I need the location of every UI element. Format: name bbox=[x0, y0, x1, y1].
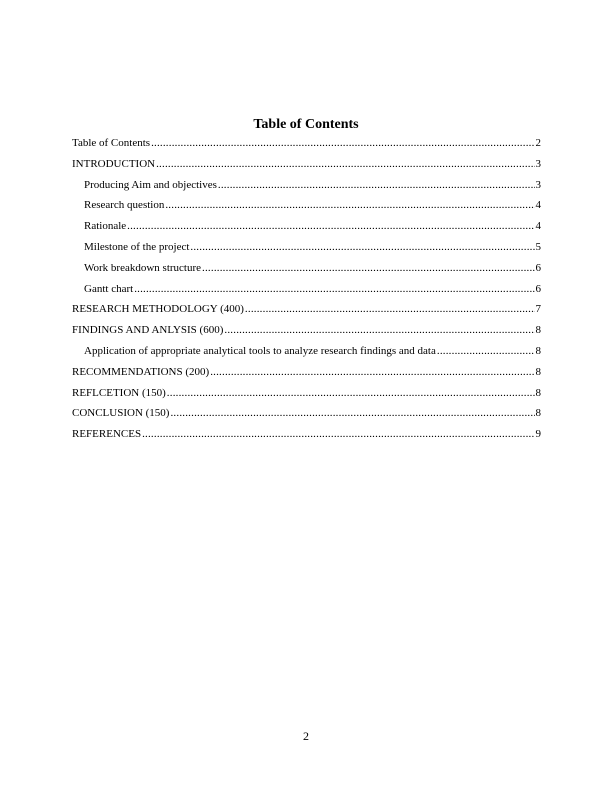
toc-entry-label: Application of appropriate analytical tools to analyze research findings and data bbox=[84, 344, 436, 357]
toc-entry[interactable] bbox=[72, 219, 541, 240]
toc-dot-leader bbox=[167, 386, 535, 400]
toc-entry-label: FINDINGS AND ANLYSIS (600) bbox=[72, 324, 224, 337]
toc-entry-label: Research question bbox=[84, 199, 165, 212]
toc-entry-label: Work breakdown structure bbox=[84, 261, 202, 274]
toc-dot-leader bbox=[437, 344, 535, 358]
toc-entry[interactable] bbox=[72, 198, 541, 219]
toc-dot-leader bbox=[127, 219, 534, 233]
toc-dot-leader bbox=[224, 323, 534, 337]
toc-entry-label: Table of Contents bbox=[72, 137, 151, 149]
toc-entry[interactable] bbox=[72, 178, 541, 199]
toc-entry-label: Milestone of the project bbox=[84, 240, 190, 253]
toc-dot-leader bbox=[210, 365, 534, 379]
toc-title: Table of Contents bbox=[253, 117, 359, 132]
toc-dot-leader bbox=[245, 302, 535, 316]
toc-entry-page: 4 bbox=[535, 220, 541, 233]
toc-entry-page: 7 bbox=[535, 303, 541, 316]
toc-dot-leader bbox=[151, 136, 534, 150]
toc-entry-label: Rationale bbox=[84, 220, 127, 233]
toc-entry-page: 8 bbox=[535, 386, 541, 399]
toc-list bbox=[72, 136, 541, 448]
toc-entry-label: Gantt chart bbox=[84, 282, 134, 295]
toc-entry-page: 3 bbox=[535, 178, 541, 191]
toc-dot-leader bbox=[170, 406, 534, 420]
toc-entry-page: 8 bbox=[535, 324, 541, 337]
toc-dot-leader bbox=[142, 427, 534, 441]
toc-entry[interactable] bbox=[72, 240, 541, 261]
toc-dot-leader bbox=[156, 157, 534, 171]
toc-entry-page: 8 bbox=[535, 407, 541, 420]
toc-entry[interactable] bbox=[72, 136, 541, 157]
toc-dot-leader bbox=[165, 198, 534, 212]
toc-entry[interactable] bbox=[72, 365, 541, 386]
toc-dot-leader bbox=[202, 261, 534, 275]
toc-entry-label: REFERENCES bbox=[72, 428, 142, 441]
toc-entry-page: 8 bbox=[535, 365, 541, 378]
toc-entry-page: 2 bbox=[535, 137, 541, 149]
toc-entry-label: RECOMMENDATIONS (200) bbox=[72, 365, 210, 378]
toc-entry-page: 6 bbox=[535, 282, 541, 295]
toc-entry-page: 4 bbox=[535, 199, 541, 212]
toc-entry[interactable] bbox=[72, 427, 541, 448]
page-number: 2 bbox=[303, 729, 309, 743]
toc-entry-label: REFLCETION (150) bbox=[72, 386, 166, 399]
toc-entry-label: INTRODUCTION bbox=[72, 157, 156, 170]
toc-dot-leader bbox=[218, 178, 535, 192]
toc-entry[interactable] bbox=[72, 323, 541, 344]
toc-entry[interactable] bbox=[72, 157, 541, 178]
toc-entry-label: RESEARCH METHODOLOGY (400) bbox=[72, 303, 244, 316]
toc-entry-label: CONCLUSION (150) bbox=[72, 407, 170, 420]
toc-entry[interactable] bbox=[72, 302, 541, 323]
toc-entry-page: 9 bbox=[535, 428, 541, 441]
toc-entry-page: 5 bbox=[535, 240, 541, 253]
toc-dot-leader bbox=[134, 282, 534, 296]
toc-dot-leader bbox=[190, 240, 534, 254]
toc-entry[interactable] bbox=[72, 406, 541, 427]
toc-entry[interactable] bbox=[72, 282, 541, 303]
toc-entry-page: 8 bbox=[535, 344, 541, 357]
toc-entry[interactable] bbox=[72, 261, 541, 282]
toc-entry-label: Producing Aim and objectives bbox=[84, 178, 217, 191]
toc-entry[interactable] bbox=[72, 344, 541, 365]
toc-entry[interactable] bbox=[72, 386, 541, 407]
toc-entry-page: 3 bbox=[535, 157, 541, 170]
toc-entry-page: 6 bbox=[535, 261, 541, 274]
